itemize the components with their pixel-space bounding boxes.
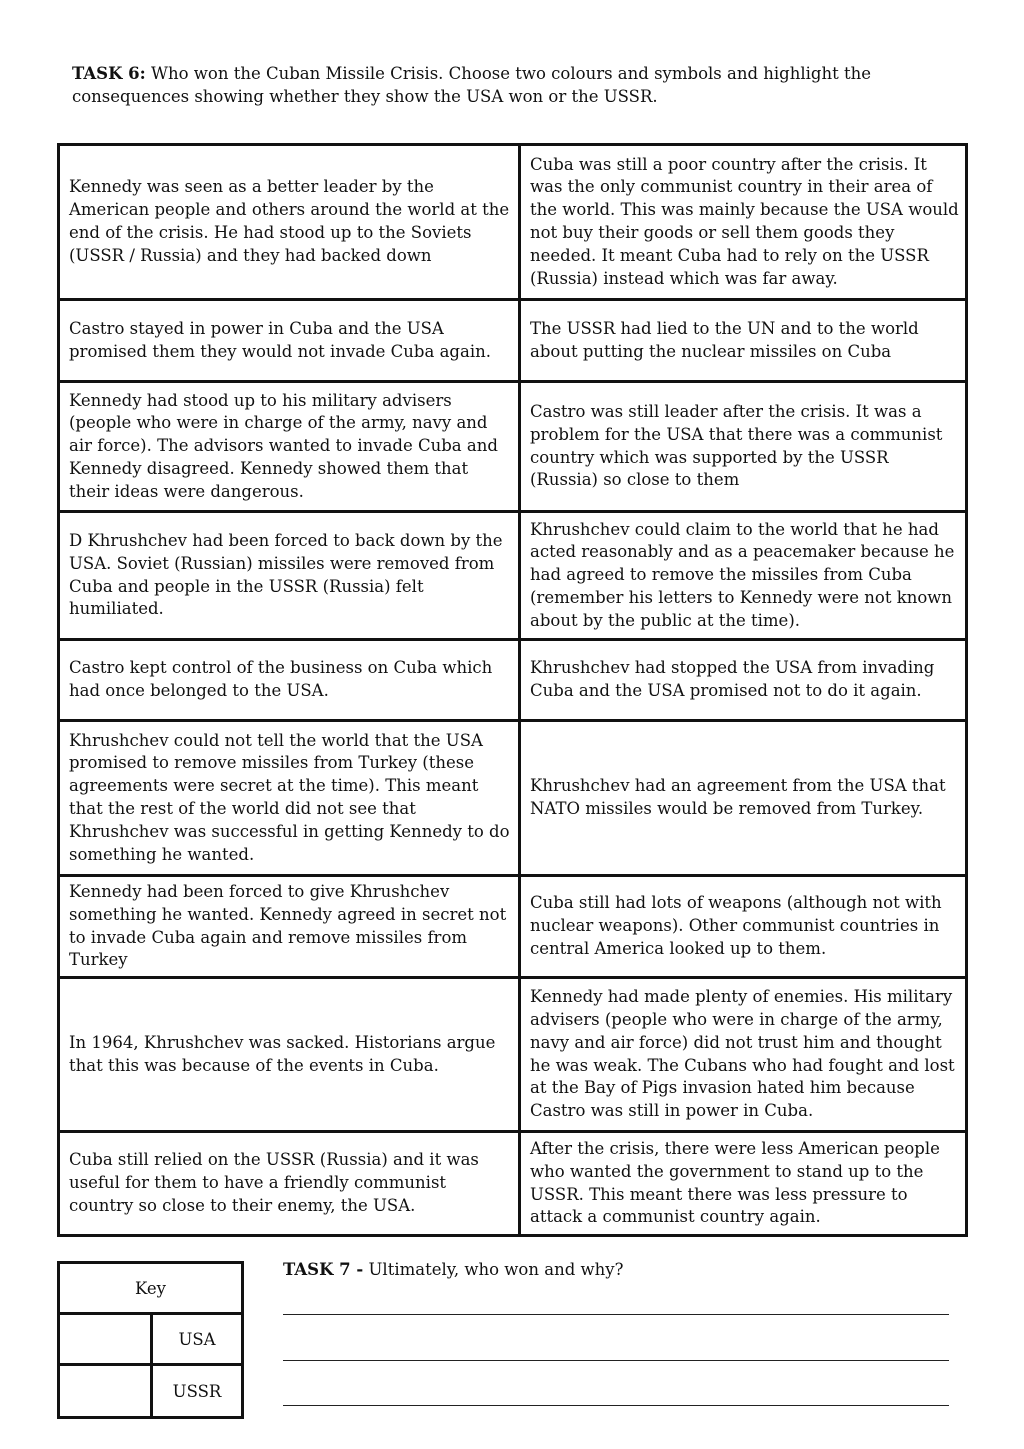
answer-line-1[interactable] <box>283 1314 949 1315</box>
consequence-cell-8-left[interactable]: In 1964, Khrushchev was sacked. Historians argue that this was because of the events in Cuba. <box>60 979 521 1133</box>
consequence-cell-2-right[interactable]: The USSR had lied to the UN and to the world about putting the nuclear missiles on Cuba <box>521 301 968 383</box>
answer-line-2[interactable] <box>283 1360 949 1361</box>
key-ussr-label: USSR <box>172 1381 222 1401</box>
consequence-cell-3-right[interactable]: Castro was still leader after the crisis. It was a problem for the USA that there was a communist country which was supported by the USSR (Russia) so close to them <box>521 383 968 513</box>
consequence-cell-5-left[interactable]: Castro kept control of the business on Cuba which had once belonged to the USA. <box>60 641 521 722</box>
consequence-cell-5-right[interactable]: Khrushchev had stopped the USA from invading Cuba and the USA promised not to do it again. <box>521 641 968 722</box>
key-usa-swatch[interactable] <box>60 1315 153 1366</box>
consequence-cell-9-left[interactable]: Cuba still relied on the USSR (Russia) and it was useful for them to have a friendly communist country so close to their enemy, the USA. <box>60 1133 521 1234</box>
consequence-cell-7-right[interactable]: Cuba still had lots of weapons (although not with nuclear weapons). Other communist countries in central America looked up to them. <box>521 877 968 979</box>
consequences-table <box>57 143 968 1237</box>
answer-line-3[interactable] <box>283 1405 949 1406</box>
task7-question <box>283 1258 623 1281</box>
key-usa-label: USA <box>153 1315 241 1366</box>
task6-text: Who won the Cuban Missile Crisis. Choose two colours and symbols and highlight the consequences showing whether they show the USA won or the USSR. <box>72 64 871 106</box>
consequence-cell-8-right[interactable]: Kennedy had made plenty of enemies. His military advisers (people who were in charge of the army, navy and air force) did not trust him and thought he was weak. The Cubans who had fought and lost at the Bay of Pigs invasion hated him because Castro was still in power in Cuba. <box>521 979 968 1133</box>
key-ussr-swatch[interactable] <box>60 1366 153 1416</box>
task6-instructions <box>72 62 962 108</box>
task7-label: TASK 7 - <box>283 1260 364 1279</box>
task7-text: Ultimately, who won and why? <box>363 1260 624 1279</box>
consequence-cell-4-right[interactable]: Khrushchev could claim to the world that he had acted reasonably and as a peacemaker because he had agreed to remove the missiles from Cuba (remember his letters to Kennedy were not known about by the public at the time). <box>521 513 968 641</box>
consequence-cell-1-left[interactable]: Kennedy was seen as a better leader by the American people and others around the world at the end of the crisis. He had stood up to the Soviets (USSR / Russia) and they had backed down <box>60 146 521 301</box>
task6-label: TASK 6: <box>72 64 146 83</box>
consequence-cell-6-left[interactable]: Khrushchev could not tell the world that the USA promised to remove missiles from Turkey (these agreements were secret at the time). This meant that the rest of the world did not see that Khrushchev was successful in getting Kennedy to do something he wanted. <box>60 722 521 877</box>
consequence-cell-4-left[interactable]: D Khrushchev had been forced to back down by the USA. Soviet (Russian) missiles were removed from Cuba and people in the USSR (Russia) felt humiliated. <box>60 513 521 641</box>
consequence-cell-3-left[interactable]: Kennedy had stood up to his military advisers (people who were in charge of the army, navy and air force). The advisors wanted to invade Cuba and Kennedy disagreed. Kennedy showed them that their ideas were dangerous. <box>60 383 521 513</box>
consequence-cell-7-left[interactable]: Kennedy had been forced to give Khrushchev something he wanted. Kennedy agreed in secret not to invade Cuba again and remove missiles from Turkey <box>60 877 521 979</box>
consequence-cell-6-right[interactable]: Khrushchev had an agreement from the USA that NATO missiles would be removed from Turkey. <box>521 722 968 877</box>
key-title: Key <box>60 1264 241 1315</box>
consequence-cell-1-right[interactable]: Cuba was still a poor country after the crisis. It was the only communist country in their area of the world. This was mainly because the USA would not buy their goods or sell them goods they needed. It meant Cuba had to rely on the USSR (Russia) instead which was far away. <box>521 146 968 301</box>
consequence-cell-2-left[interactable]: Castro stayed in power in Cuba and the USA promised them they would not invade Cuba again. <box>60 301 521 383</box>
key-table <box>57 1261 244 1419</box>
consequence-cell-9-right[interactable]: After the crisis, there were less American people who wanted the government to stand up to the USSR. This meant there was less pressure to attack a communist country again. <box>530 1138 940 1227</box>
